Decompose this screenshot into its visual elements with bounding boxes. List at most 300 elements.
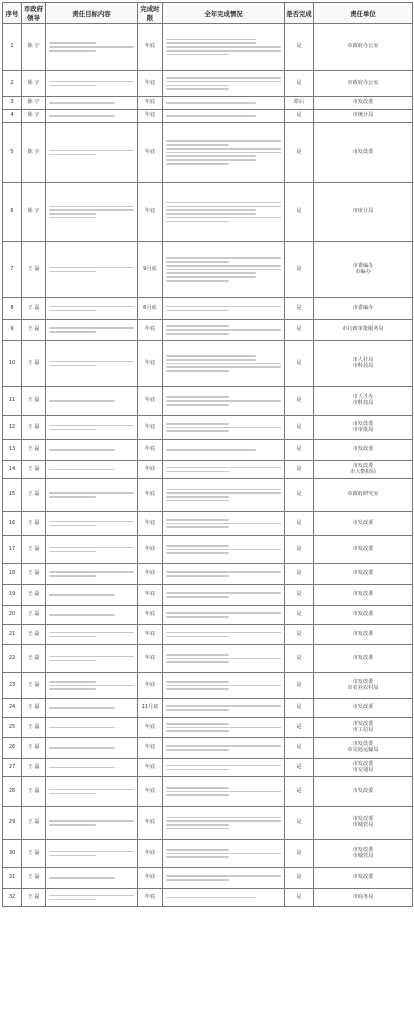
table-row: [3, 536, 413, 564]
row-completed: 是: [285, 512, 314, 536]
row-seq: 11: [3, 387, 22, 416]
illegible-text-line: [166, 787, 229, 789]
row-deadline: 年底: [138, 536, 163, 564]
illegible-text-line: [166, 144, 229, 146]
table-row: [3, 320, 413, 341]
responsibility-target-table: [2, 2, 413, 907]
row-target-content: [46, 183, 138, 242]
illegible-text-line: [166, 206, 281, 208]
table-header-row: [3, 3, 413, 24]
row-leader: 王 磊: [22, 699, 46, 718]
header-seq: 序号: [3, 3, 22, 24]
illegible-text-line: [166, 824, 229, 826]
row-deadline: 年底: [138, 564, 163, 585]
row-leader: 陈 宇: [22, 123, 46, 183]
row-leader: 王 磊: [22, 868, 46, 889]
row-leader: 王 磊: [22, 242, 46, 298]
illegible-text-line: [49, 365, 96, 367]
illegible-text-line: [49, 267, 134, 269]
row-progress-content: [163, 807, 285, 840]
row-progress-content: [163, 440, 285, 461]
row-target-content: [46, 341, 138, 387]
row-unit: 市发改委 市交通局: [314, 759, 413, 777]
illegible-text-line: [49, 42, 96, 44]
row-completed: 是: [285, 242, 314, 298]
illegible-text-line: [166, 681, 229, 683]
illegible-text-line: [166, 329, 281, 331]
row-leader: 王 磊: [22, 387, 46, 416]
row-target-content: [46, 807, 138, 840]
illegible-text-line: [49, 681, 96, 683]
illegible-text-line: [166, 102, 256, 104]
row-target-content: [46, 416, 138, 440]
row-seq: 18: [3, 564, 22, 585]
row-progress-content: [163, 606, 285, 625]
row-unit: 市委编办 市编办: [314, 242, 413, 298]
illegible-text-line: [166, 765, 281, 767]
table-row: [3, 341, 413, 387]
row-seq: 14: [3, 461, 22, 479]
illegible-text-line: [166, 209, 256, 211]
row-completed: 是: [285, 777, 314, 807]
illegible-text-line: [166, 276, 256, 278]
row-deadline: 年底: [138, 673, 163, 699]
header-progress: 全年完成情况: [163, 3, 285, 24]
row-seq: 20: [3, 606, 22, 625]
illegible-text-line: [49, 547, 134, 549]
row-progress-content: [163, 341, 285, 387]
illegible-text-line: [49, 469, 115, 471]
illegible-text-line: [166, 467, 281, 469]
row-deadline: 年底: [138, 585, 163, 606]
row-completed: 是: [285, 889, 314, 907]
illegible-text-line: [166, 856, 229, 858]
header-completed: 是否完成: [285, 3, 314, 24]
row-leader: 陈 宇: [22, 24, 46, 71]
row-leader: 王 磊: [22, 341, 46, 387]
row-seq: 1: [3, 24, 22, 71]
row-completed: 是: [285, 840, 314, 868]
row-completed: 是: [285, 585, 314, 606]
illegible-text-line: [49, 660, 96, 662]
illegible-text-line: [166, 596, 229, 598]
row-deadline: 年底: [138, 840, 163, 868]
row-leader: 陈 宇: [22, 71, 46, 97]
row-unit: 市发改委: [314, 564, 413, 585]
table-row: [3, 738, 413, 759]
illegible-text-line: [49, 492, 134, 494]
row-target-content: [46, 738, 138, 759]
table-row: [3, 585, 413, 606]
row-completed: 滞后: [285, 97, 314, 110]
row-leader: 王 磊: [22, 440, 46, 461]
illegible-text-line: [49, 271, 96, 273]
illegible-text-line: [49, 154, 96, 156]
row-deadline: 年底: [138, 123, 163, 183]
illegible-text-line: [166, 828, 229, 830]
row-target-content: [46, 387, 138, 416]
row-unit: 市统计局: [314, 110, 413, 123]
table-row: [3, 479, 413, 512]
row-seq: 22: [3, 645, 22, 673]
table-row: [3, 645, 413, 673]
illegible-text-line: [166, 794, 229, 796]
row-leader: 王 磊: [22, 759, 46, 777]
row-target-content: [46, 536, 138, 564]
illegible-text-line: [166, 213, 256, 215]
illegible-text-line: [166, 471, 229, 473]
illegible-text-line: [166, 523, 281, 525]
row-unit: 市发改委: [314, 97, 413, 110]
illegible-text-line: [166, 769, 229, 771]
table-row: [3, 183, 413, 242]
row-deadline: 年底: [138, 97, 163, 110]
row-leader: 陈 宇: [22, 110, 46, 123]
row-leader: 王 磊: [22, 585, 46, 606]
row-unit: 市发改委: [314, 536, 413, 564]
illegible-text-line: [166, 688, 229, 690]
row-deadline: 年底: [138, 440, 163, 461]
row-seq: 13: [3, 440, 22, 461]
illegible-text-line: [166, 325, 229, 327]
illegible-text-line: [166, 261, 229, 263]
illegible-text-line: [49, 327, 134, 329]
row-seq: 5: [3, 123, 22, 183]
row-unit: 市政府办公室: [314, 71, 413, 97]
illegible-text-line: [49, 685, 134, 687]
row-completed: 是: [285, 564, 314, 585]
illegible-text-line: [166, 705, 281, 707]
illegible-text-line: [49, 707, 115, 709]
row-leader: 王 磊: [22, 738, 46, 759]
row-target-content: [46, 440, 138, 461]
row-deadline: 年底: [138, 416, 163, 440]
illegible-text-line: [49, 636, 96, 638]
header-target: 责任目标内容: [46, 3, 138, 24]
illegible-text-line: [166, 749, 229, 751]
row-target-content: [46, 673, 138, 699]
illegible-text-line: [166, 427, 281, 429]
row-seq: 4: [3, 110, 22, 123]
row-leader: 王 磊: [22, 625, 46, 645]
table-row: [3, 673, 413, 699]
illegible-text-line: [166, 612, 281, 614]
illegible-text-line: [166, 217, 281, 219]
row-unit: 市人才办 市科技局: [314, 387, 413, 416]
table-row: [3, 242, 413, 298]
row-deadline: 11月底: [138, 699, 163, 718]
illegible-text-line: [166, 148, 281, 150]
row-progress-content: [163, 585, 285, 606]
row-progress-content: [163, 512, 285, 536]
row-target-content: [46, 479, 138, 512]
illegible-text-line: [49, 571, 134, 573]
row-seq: 27: [3, 759, 22, 777]
illegible-text-line: [166, 500, 229, 502]
row-completed: 是: [285, 699, 314, 718]
row-unit: 市发改委 市城管局: [314, 840, 413, 868]
illegible-text-line: [166, 545, 229, 547]
table-row: [3, 840, 413, 868]
row-deadline: 年底: [138, 868, 163, 889]
row-deadline: 年底: [138, 625, 163, 645]
illegible-text-line: [49, 632, 134, 634]
row-seq: 23: [3, 673, 22, 699]
row-completed: 是: [285, 625, 314, 645]
row-unit: 市行政审批服务局: [314, 320, 413, 341]
illegible-text-line: [49, 115, 115, 117]
row-leader: 王 磊: [22, 673, 46, 699]
row-unit: 市发改委 市交通运输局: [314, 738, 413, 759]
row-seq: 17: [3, 536, 22, 564]
table-row: [3, 807, 413, 840]
row-target-content: [46, 320, 138, 341]
table-row: [3, 625, 413, 645]
table-row: [3, 777, 413, 807]
illegible-text-line: [166, 370, 229, 372]
illegible-text-line: [166, 50, 281, 52]
row-seq: 32: [3, 889, 22, 907]
table-row: [3, 889, 413, 907]
illegible-text-line: [49, 150, 134, 152]
row-completed: 是: [285, 759, 314, 777]
illegible-text-line: [166, 723, 229, 725]
row-deadline: 年底: [138, 71, 163, 97]
table-row: [3, 416, 413, 440]
row-target-content: [46, 461, 138, 479]
row-seq: 9: [3, 320, 22, 341]
illegible-text-line: [49, 767, 115, 769]
row-deadline: 年底: [138, 645, 163, 673]
illegible-text-line: [166, 897, 256, 899]
illegible-text-line: [166, 730, 229, 732]
row-target-content: [46, 645, 138, 673]
row-seq: 6: [3, 183, 22, 242]
row-leader: 王 磊: [22, 840, 46, 868]
row-completed: 是: [285, 110, 314, 123]
illegible-text-line: [166, 549, 281, 551]
row-seq: 8: [3, 298, 22, 320]
illegible-text-line: [49, 594, 115, 596]
row-progress-content: [163, 320, 285, 341]
row-leader: 王 磊: [22, 564, 46, 585]
row-progress-content: [163, 110, 285, 123]
illegible-text-line: [49, 688, 96, 690]
illegible-text-line: [166, 140, 281, 142]
illegible-text-line: [166, 658, 281, 660]
row-target-content: [46, 718, 138, 738]
row-completed: 是: [285, 440, 314, 461]
row-deadline: 年底: [138, 606, 163, 625]
illegible-text-line: [166, 85, 229, 87]
illegible-text-line: [166, 636, 229, 638]
table-row: [3, 512, 413, 536]
row-unit: 市发改委 市农业农村局: [314, 673, 413, 699]
table-row: [3, 461, 413, 479]
illegible-text-line: [49, 81, 134, 83]
illegible-text-line: [166, 575, 229, 577]
illegible-text-line: [49, 449, 115, 451]
row-completed: 是: [285, 416, 314, 440]
row-leader: 王 磊: [22, 807, 46, 840]
illegible-text-line: [166, 526, 229, 528]
row-target-content: [46, 759, 138, 777]
row-seq: 3: [3, 97, 22, 110]
row-completed: 是: [285, 868, 314, 889]
row-deadline: 年底: [138, 807, 163, 840]
row-target-content: [46, 97, 138, 110]
row-target-content: [46, 298, 138, 320]
row-progress-content: [163, 123, 285, 183]
illegible-text-line: [166, 155, 256, 157]
illegible-text-line: [166, 88, 229, 90]
row-unit: 市发改委: [314, 440, 413, 461]
row-unit: 市商务局: [314, 889, 413, 907]
table-row: [3, 564, 413, 585]
row-unit: 市发改委: [314, 777, 413, 807]
table-row: [3, 24, 413, 71]
illegible-text-line: [49, 206, 134, 208]
document-table-page: [2, 2, 412, 907]
illegible-text-line: [166, 519, 229, 521]
row-seq: 24: [3, 699, 22, 718]
illegible-text-line: [49, 306, 134, 308]
row-deadline: 年底: [138, 777, 163, 807]
row-target-content: [46, 889, 138, 907]
row-progress-content: [163, 97, 285, 110]
row-leader: 王 磊: [22, 777, 46, 807]
row-deadline: 年底: [138, 110, 163, 123]
row-target-content: [46, 606, 138, 625]
row-leader: 王 磊: [22, 645, 46, 673]
illegible-text-line: [166, 430, 229, 432]
row-deadline: 年底: [138, 341, 163, 387]
row-seq: 19: [3, 585, 22, 606]
row-completed: 是: [285, 320, 314, 341]
row-unit: 市发改委: [314, 606, 413, 625]
row-progress-content: [163, 536, 285, 564]
illegible-text-line: [49, 877, 115, 879]
row-target-content: [46, 840, 138, 868]
illegible-text-line: [166, 81, 281, 83]
row-deadline: 年底: [138, 320, 163, 341]
table-row: [3, 123, 413, 183]
illegible-text-line: [166, 853, 281, 855]
illegible-text-line: [49, 425, 134, 427]
illegible-text-line: [166, 875, 281, 877]
table-row: [3, 606, 413, 625]
illegible-text-line: [49, 820, 134, 822]
row-completed: 是: [285, 606, 314, 625]
row-unit: 市发改委: [314, 645, 413, 673]
row-unit: 市审计局: [314, 183, 413, 242]
illegible-text-line: [49, 521, 134, 523]
illegible-text-line: [166, 269, 281, 271]
illegible-text-line: [166, 363, 281, 365]
row-leader: 王 磊: [22, 320, 46, 341]
illegible-text-line: [166, 42, 256, 44]
row-deadline: 年底: [138, 738, 163, 759]
row-deadline: 年底: [138, 387, 163, 416]
table-row: [3, 759, 413, 777]
illegible-text-line: [166, 849, 229, 851]
row-progress-content: [163, 242, 285, 298]
row-seq: 26: [3, 738, 22, 759]
illegible-text-line: [166, 571, 281, 573]
row-seq: 10: [3, 341, 22, 387]
row-unit: 市发改委: [314, 585, 413, 606]
row-completed: 是: [285, 387, 314, 416]
illegible-text-line: [166, 496, 229, 498]
row-leader: 王 磊: [22, 461, 46, 479]
row-progress-content: [163, 387, 285, 416]
illegible-text-line: [49, 727, 115, 729]
illegible-text-line: [166, 661, 229, 663]
row-progress-content: [163, 759, 285, 777]
row-target-content: [46, 585, 138, 606]
row-unit: 市人社局 市科技局: [314, 341, 413, 387]
table-row: [3, 718, 413, 738]
row-progress-content: [163, 645, 285, 673]
illegible-text-line: [166, 265, 281, 267]
row-unit: 市政府办公室: [314, 24, 413, 71]
table-row: [3, 97, 413, 110]
row-deadline: 9月底: [138, 242, 163, 298]
illegible-text-line: [166, 77, 281, 79]
illegible-text-line: [166, 791, 281, 793]
row-seq: 31: [3, 868, 22, 889]
illegible-text-line: [166, 489, 281, 491]
illegible-text-line: [166, 449, 256, 451]
illegible-text-line: [49, 85, 96, 87]
row-target-content: [46, 564, 138, 585]
illegible-text-line: [166, 727, 281, 729]
illegible-text-line: [49, 789, 134, 791]
row-target-content: [46, 868, 138, 889]
row-progress-content: [163, 840, 285, 868]
illegible-text-line: [49, 551, 96, 553]
illegible-text-line: [166, 552, 229, 554]
row-leader: 王 磊: [22, 298, 46, 320]
row-deadline: 年底: [138, 479, 163, 512]
row-target-content: [46, 512, 138, 536]
row-progress-content: [163, 298, 285, 320]
row-target-content: [46, 123, 138, 183]
table-row: [3, 868, 413, 889]
illegible-text-line: [49, 46, 134, 48]
illegible-text-line: [166, 709, 229, 711]
row-unit: 市政府研究室: [314, 479, 413, 512]
row-seq: 30: [3, 840, 22, 868]
table-row: [3, 110, 413, 123]
illegible-text-line: [166, 163, 229, 165]
row-completed: 是: [285, 479, 314, 512]
row-deadline: 年底: [138, 759, 163, 777]
row-progress-content: [163, 24, 285, 71]
row-progress-content: [163, 699, 285, 718]
illegible-text-line: [49, 614, 115, 616]
row-progress-content: [163, 868, 285, 889]
row-leader: 王 磊: [22, 536, 46, 564]
row-unit: 市发改委: [314, 868, 413, 889]
row-deadline: 年底: [138, 889, 163, 907]
row-seq: 2: [3, 71, 22, 97]
row-seq: 28: [3, 777, 22, 807]
row-progress-content: [163, 777, 285, 807]
row-completed: 是: [285, 341, 314, 387]
illegible-text-line: [49, 429, 96, 431]
row-unit: 市发改委 市城管局: [314, 807, 413, 840]
